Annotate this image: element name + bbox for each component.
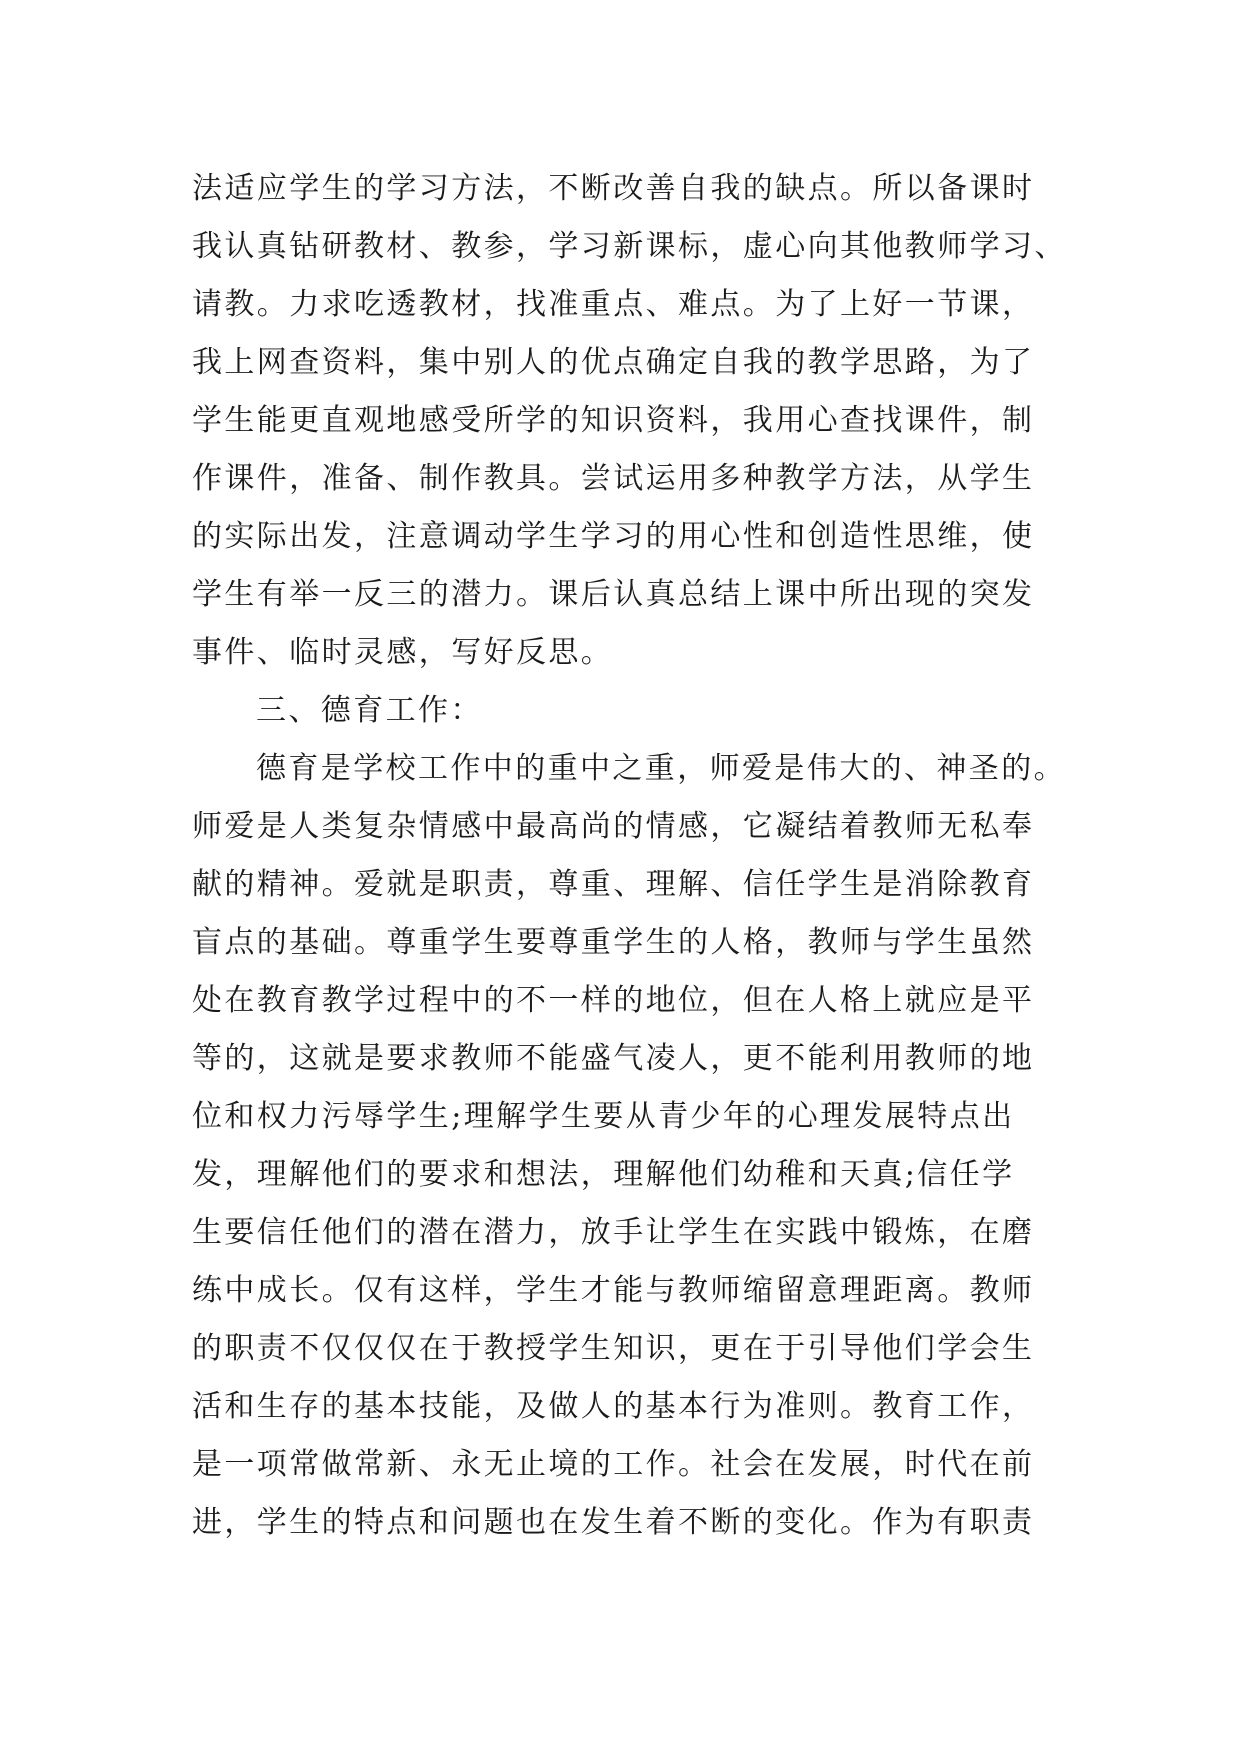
text-line: 我上网查资料，集中别人的优点确定自我的教学思路，为了 [192, 345, 1035, 380]
text-line: 进，学生的特点和问题也在发生着不断的变化。作为有职责 [192, 1505, 1035, 1540]
text-line: 学生有举一反三的潜力。课后认真总结上课中所出现的突发 [192, 577, 1035, 612]
text-line: 请教。力求吃透教材，找准重点、难点。为了上好一节课， [192, 287, 1035, 322]
text-line: 是一项常做常新、永无止境的工作。社会在发展，时代在前 [192, 1447, 1035, 1482]
text-line: 法适应学生的学习方法，不断改善自我的缺点。所以备课时 [192, 171, 1035, 206]
text-line: 的职责不仅仅仅在于教授学生知识，更在于引导他们学会生 [192, 1331, 1035, 1366]
text-line: 我认真钻研教材、教参，学习新课标，虚心向其他教师学习、 [192, 229, 1067, 264]
paragraph-first-line: 德育是学校工作中的重中之重，师爱是伟大的、神圣的。 [256, 751, 1066, 786]
text-line: 作课件，准备、制作教具。尝试运用多种教学方法，从学生 [192, 461, 1035, 496]
body-text [192, 160, 1072, 1552]
section-heading: 三、德育工作： [256, 693, 483, 728]
text-line: 活和生存的基本技能，及做人的基本行为准则。教育工作， [192, 1389, 1035, 1424]
text-line: 发，理解他们的要求和想法，理解他们幼稚和天真;信任学 [192, 1157, 1015, 1192]
text-line: 等的，这就是要求教师不能盛气凌人，更不能利用教师的地 [192, 1041, 1035, 1076]
text-line: 学生能更直观地感受所学的知识资料，我用心查找课件，制 [192, 403, 1035, 438]
text-line: 位和权力污辱学生;理解学生要从青少年的心理发展特点出 [192, 1099, 1015, 1134]
text-line: 的实际出发，注意调动学生学习的用心性和创造性思维，使 [192, 519, 1035, 554]
text-line: 处在教育教学过程中的不一样的地位，但在人格上就应是平 [192, 983, 1035, 1018]
text-line: 师爱是人类复杂情感中最高尚的情感，它凝结着教师无私奉 [192, 809, 1035, 844]
text-line: 献的精神。爱就是职责，尊重、理解、信任学生是消除教育 [192, 867, 1035, 902]
text-line: 练中成长。仅有这样，学生才能与教师缩留意理距离。教师 [192, 1273, 1035, 1308]
text-line: 盲点的基础。尊重学生要尊重学生的人格，教师与学生虽然 [192, 925, 1035, 960]
text-line: 生要信任他们的潜在潜力，放手让学生在实践中锻炼，在磨 [192, 1215, 1035, 1250]
text-line: 事件、临时灵感，写好反思。 [192, 635, 614, 670]
